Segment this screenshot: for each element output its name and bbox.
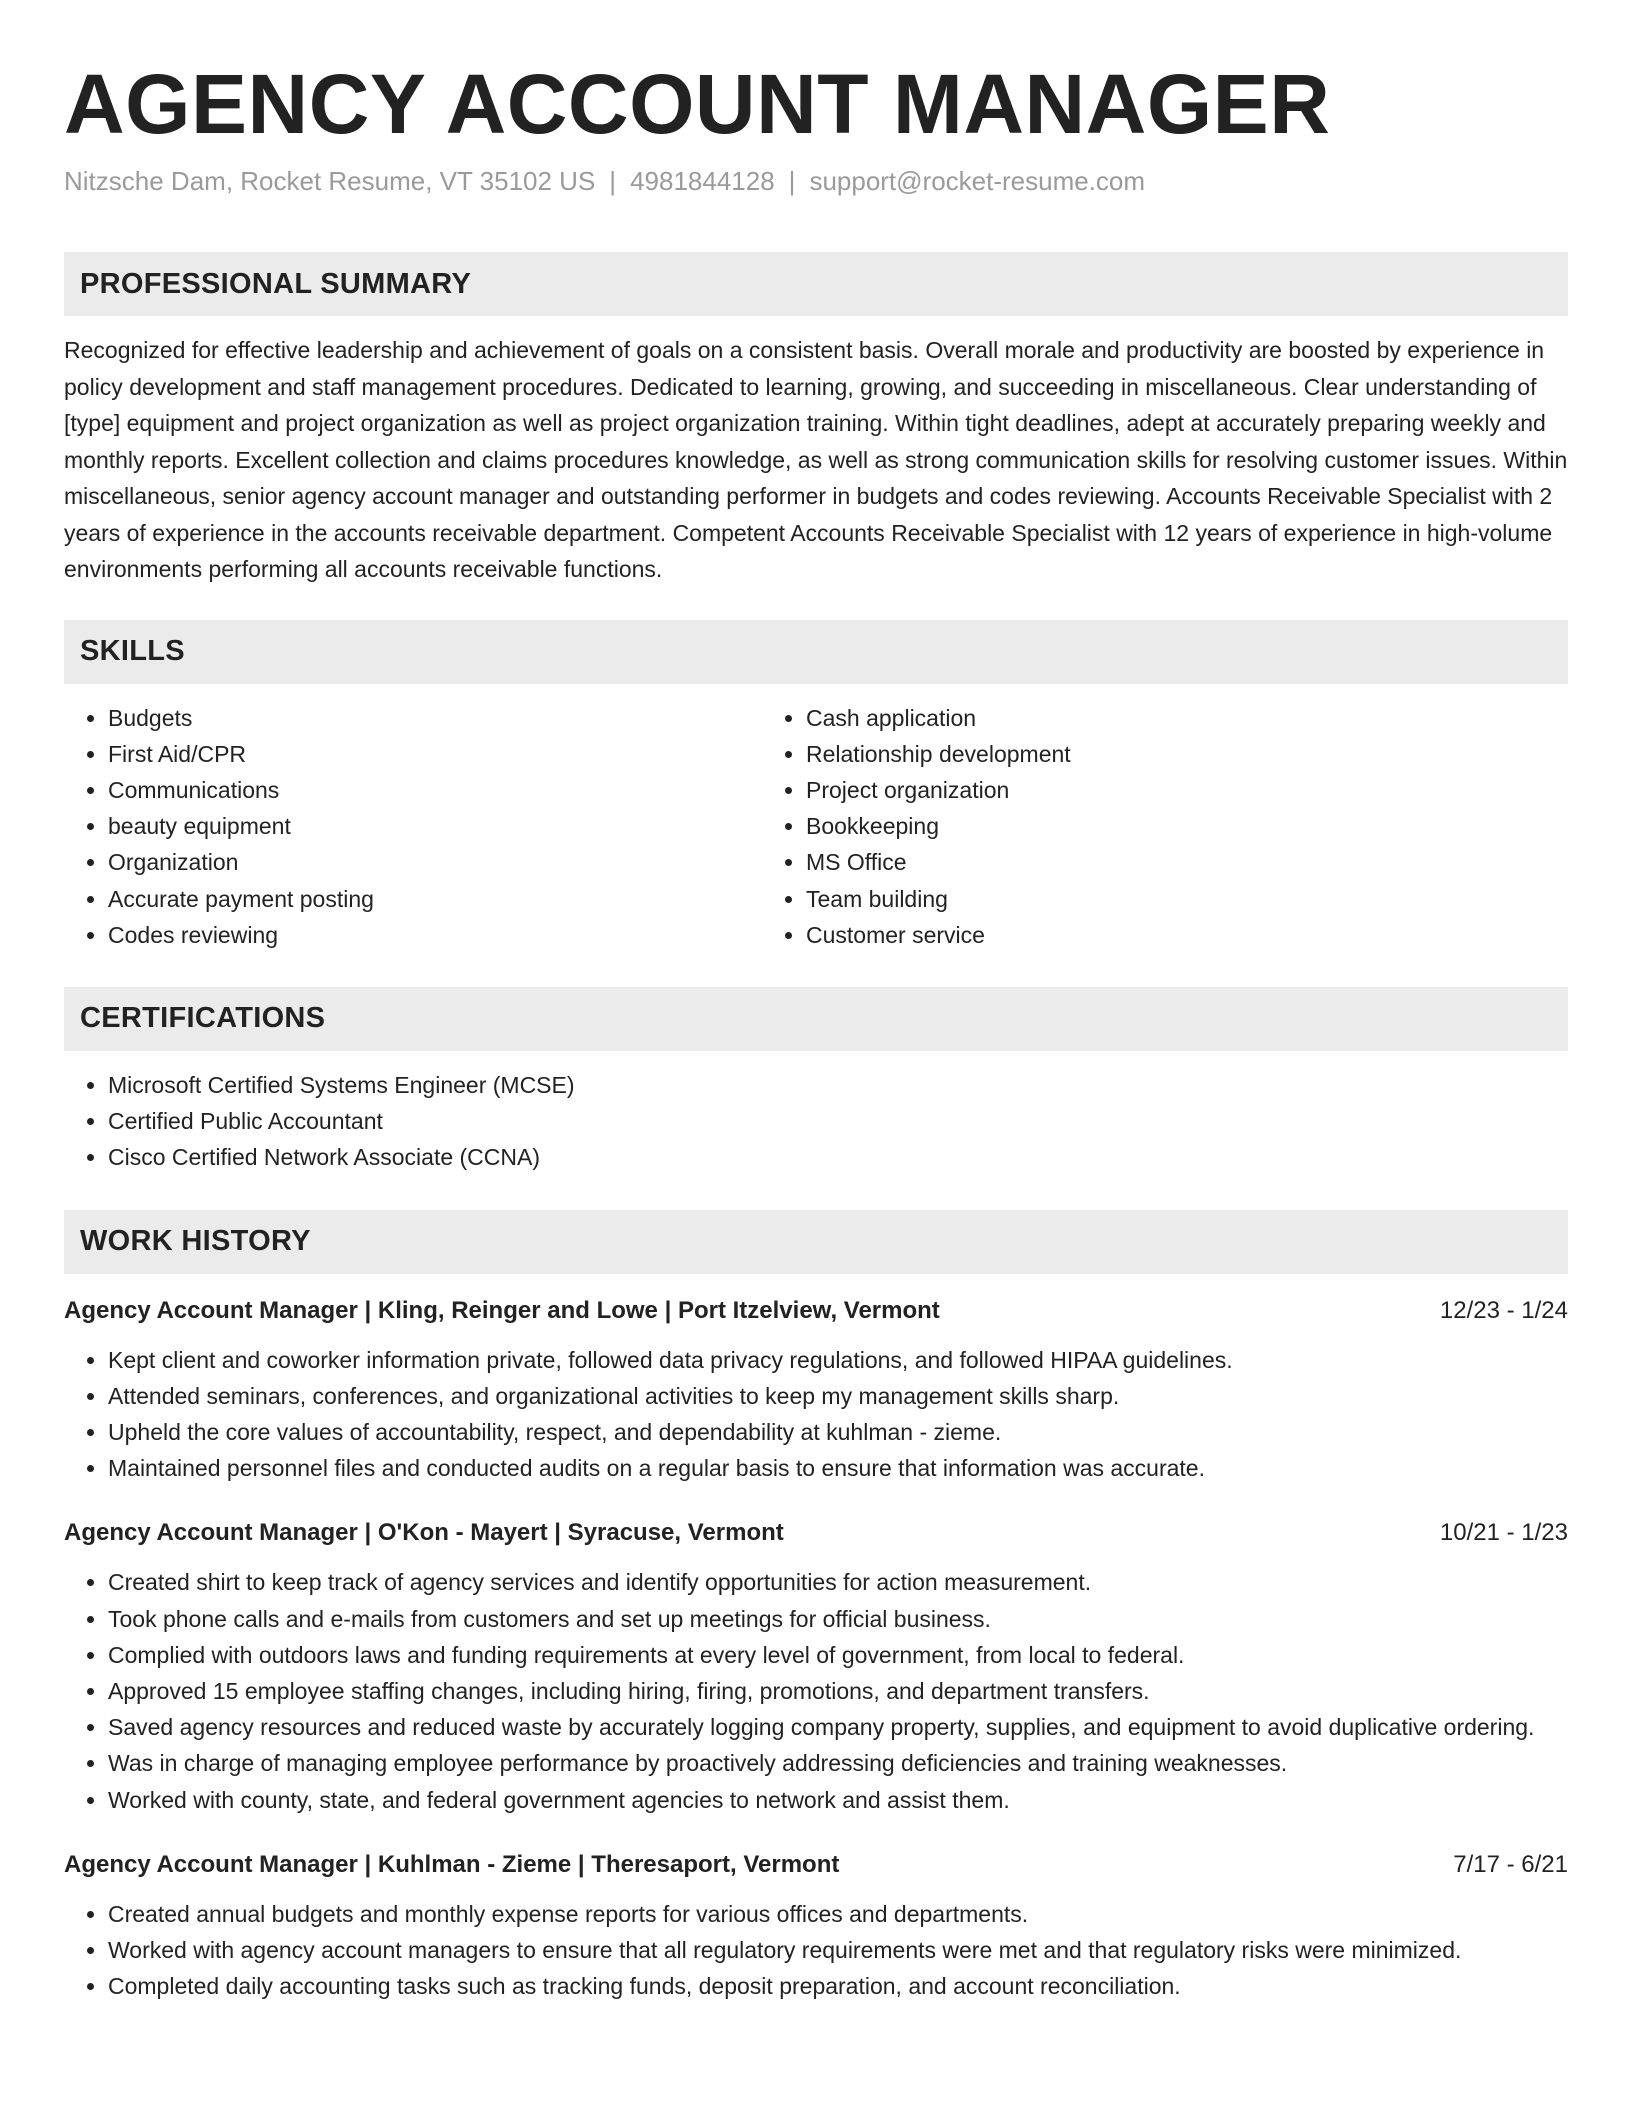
job-bullet: • Created shirt to keep track of agency services and identify opportunities for action measurement. [108, 1564, 1568, 1600]
job-bullet: • Kept client and coworker information private, followed data privacy regulations, and followed HIPAA guidelines. [108, 1342, 1568, 1378]
job-bullets [64, 1564, 1568, 1817]
work-history-heading: WORK HISTORY [64, 1210, 1568, 1274]
skills-right-list [762, 700, 1568, 953]
job-entry [64, 1294, 1568, 1487]
job-bullet: • Completed daily accounting tasks such as tracking funds, deposit preparation, and account reconciliation. [108, 1968, 1568, 2004]
summary-heading: PROFESSIONAL SUMMARY [64, 252, 1568, 316]
certification-item: • Certified Public Accountant [108, 1103, 1568, 1139]
skill-item: • MS Office [806, 844, 1568, 880]
job-bullet: • Approved 15 employee staffing changes, including hiring, firing, promotions, and department transfers. [108, 1673, 1568, 1709]
contact-phone: 4981844128 [630, 166, 775, 196]
certifications-heading: CERTIFICATIONS [64, 987, 1568, 1051]
job-bullet: • Worked with county, state, and federal government agencies to network and assist them. [108, 1782, 1568, 1818]
job-bullet: • Maintained personnel files and conducted audits on a regular basis to ensure that information was accurate. [108, 1450, 1568, 1486]
job-bullet: • Complied with outdoors laws and funding requirements at every level of government, from local to federal. [108, 1637, 1568, 1673]
skill-item: • Customer service [806, 917, 1568, 953]
job-bullet: • Upheld the core values of accountability, respect, and dependability at kuhlman - zieme. [108, 1414, 1568, 1450]
contact-email: support@rocket-resume.com [809, 166, 1146, 196]
contact-separator: | [609, 166, 617, 196]
contact-line [64, 164, 1568, 198]
skills-columns [64, 700, 1568, 953]
job-dates: 10/21 - 1/23 [1439, 1519, 1568, 1547]
skill-item: • Budgets [108, 700, 762, 736]
skill-item: • Communications [108, 772, 762, 808]
job-header [64, 1516, 1568, 1550]
skills-left-list [64, 700, 762, 953]
job-header [64, 1294, 1568, 1328]
skill-item: • Project organization [806, 772, 1568, 808]
contact-address: Nitzsche Dam, Rocket Resume, VT 35102 US [64, 166, 596, 196]
job-entry [64, 1516, 1568, 1817]
job-dates: 12/23 - 1/24 [1439, 1296, 1568, 1324]
job-entry [64, 1848, 1568, 2005]
skill-item: • Accurate payment posting [108, 881, 762, 917]
summary-text: Recognized for effective leadership and achievement of goals on a consistent basis. Overall morale and productivity are boosted by experience in policy development and staff management procedures. Dedicated to learning, growing, and succeeding in miscellaneous. Clear understanding of [type] equipment and project organization as well as project organization training. Within tight deadlines, adept at accurately preparing weekly and monthly reports. Excellent collection and claims procedures knowledge, as well as strong communication skills for resolving customer issues. Within miscellaneous, senior agency account manager and outstanding performer in budgets and codes reviewing. Accounts Receivable Specialist with 2 years of experience in the accounts receivable department. Competent Accounts Receivable Specialist with 12 years of experience in high-volume environments performing all accounts receivable functions. [64, 337, 1568, 582]
job-bullet: • Saved agency resources and reduced waste by accurately logging company property, supplies, and equipment to avoid duplicative ordering. [108, 1709, 1568, 1745]
job-bullet: • Took phone calls and e-mails from customers and set up meetings for official business. [108, 1601, 1568, 1637]
skill-item: • Organization [108, 844, 762, 880]
certifications-list [64, 1067, 1568, 1176]
job-header [64, 1848, 1568, 1882]
job-bullet: • Was in charge of managing employee performance by proactively addressing deficiencies and training weaknesses. [108, 1745, 1568, 1781]
certification-item: • Cisco Certified Network Associate (CCNA) [108, 1139, 1568, 1175]
job-bullet: • Created annual budgets and monthly expense reports for various offices and departments. [108, 1896, 1568, 1932]
skill-item: • First Aid/CPR [108, 736, 762, 772]
certification-item: • Microsoft Certified Systems Engineer (MCSE) [108, 1067, 1568, 1103]
job-bullets [64, 1342, 1568, 1487]
job-title: Agency Account Manager | Kuhlman - Zieme | Theresaport, Vermont [64, 1850, 840, 1878]
skills-heading: SKILLS [64, 620, 1568, 684]
resume-page [64, 0, 1568, 2004]
skill-item: • Team building [806, 881, 1568, 917]
resume-name: AGENCY ACCOUNT MANAGER [64, 57, 1331, 151]
job-dates: 7/17 - 6/21 [1453, 1850, 1568, 1878]
skill-item: • Codes reviewing [108, 917, 762, 953]
job-bullet: • Worked with agency account managers to ensure that all regulatory requirements were met and that regulatory risks were minimized. [108, 1932, 1568, 1968]
skill-item: • beauty equipment [108, 808, 762, 844]
job-title: Agency Account Manager | O'Kon - Mayert | Syracuse, Vermont [64, 1519, 784, 1547]
contact-separator: | [788, 166, 796, 196]
skill-item: • Relationship development [806, 736, 1568, 772]
job-bullet: • Attended seminars, conferences, and organizational activities to keep my management skills sharp. [108, 1378, 1568, 1414]
skill-item: • Cash application [806, 700, 1568, 736]
skill-item: • Bookkeeping [806, 808, 1568, 844]
job-bullets [64, 1896, 1568, 2005]
job-title: Agency Account Manager | Kling, Reinger and Lowe | Port Itzelview, Vermont [64, 1296, 940, 1324]
